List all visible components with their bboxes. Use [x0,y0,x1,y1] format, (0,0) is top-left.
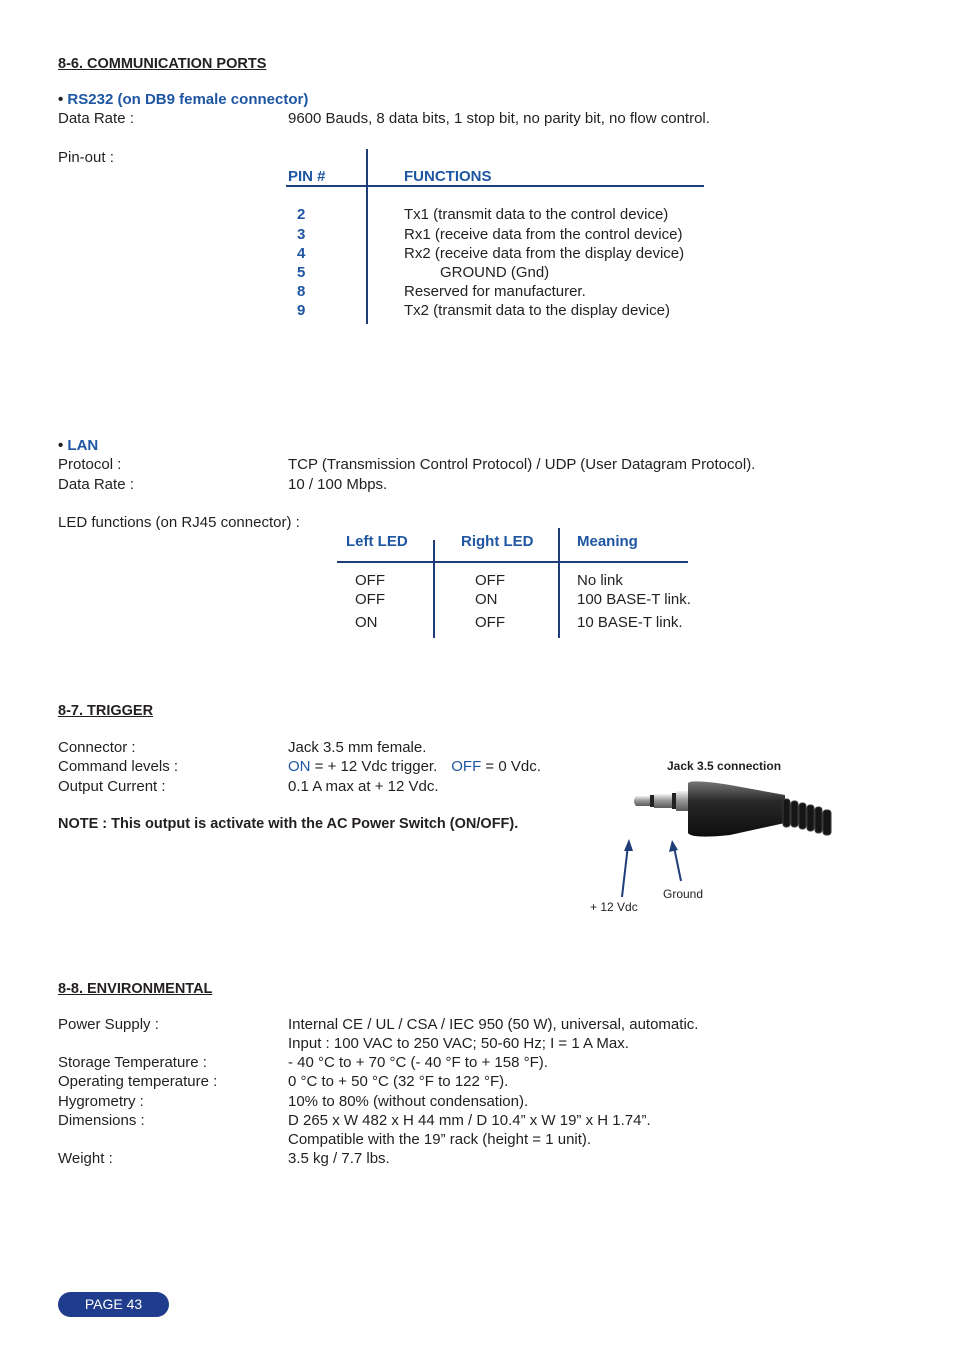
led-cell: ON [355,614,378,631]
section-heading-environmental: 8-8. ENVIRONMENTAL [58,981,213,997]
led-cell: OFF [475,614,505,631]
pin-number: 2 [297,206,306,223]
jack-connector-illustration [580,775,840,920]
lan-data-rate-value: 10 / 100 Mbps. [288,476,388,493]
pin-number: 8 [297,283,306,300]
env-label: Operating temperature : [58,1073,218,1090]
pin-function: Rx1 (receive data from the control device) [404,226,683,243]
bullet: • [58,437,68,454]
plus-12vdc-label: + 12 Vdc [590,900,638,914]
env-label: Weight : [58,1150,113,1167]
led-table-header-rule [337,561,688,563]
env-value: 3.5 kg / 7.7 lbs. [288,1150,390,1167]
led-cell: ON [475,591,498,608]
led-table-divider-1 [433,540,435,638]
env-label: Hygrometry : [58,1093,144,1110]
page-number-badge: PAGE 43 [58,1292,169,1317]
pin-number: 4 [297,245,306,262]
env-label: Dimensions : [58,1112,145,1129]
led-cell: 100 BASE-T link. [577,591,691,608]
pin-number: 3 [297,226,306,243]
led-header-right: Right LED [461,533,534,550]
connector-value: Jack 3.5 mm female. [288,739,427,756]
protocol-value: TCP (Transmission Control Protocol) / UDP (User Datagram Protocol). [288,456,756,473]
pin-function: GROUND (Gnd) [440,264,550,281]
off-level: OFF [451,758,482,775]
led-cell: No link [577,572,623,589]
ground-label: Ground [663,887,704,901]
functions-header: FUNCTIONS [404,168,492,185]
led-table-divider-2 [558,528,560,638]
env-value: Internal CE / UL / CSA / IEC 950 (50 W), universal, automatic. [288,1016,699,1033]
led-functions-label: LED functions (on RJ45 connector) : [58,514,300,531]
pin-table-header-rule [286,185,704,187]
led-cell: OFF [355,572,385,589]
command-levels-value [288,757,541,776]
section-heading-communication: 8-6. COMMUNICATION PORTS [58,56,267,72]
pin-function: Tx2 (transmit data to the display device) [404,302,670,319]
env-value: Compatible with the 19” rack (height = 1 unit). [288,1131,592,1148]
env-label: Storage Temperature : [58,1054,207,1071]
env-value: - 40 °C to + 70 °C (- 40 °F to + 158 °F). [288,1054,548,1071]
pin-table-divider [366,149,368,324]
lan-title-text: LAN [67,437,99,454]
command-levels-label: Command levels : [58,758,179,775]
trigger-note: NOTE : This output is activate with the AC Power Switch (ON/OFF). [58,816,519,832]
rs232-data-rate-label: Data Rate : [58,110,134,127]
on-level: ON [288,758,311,775]
env-value: 0 °C to + 50 °C (32 °F to 122 °F). [288,1073,509,1090]
env-value: Input : 100 VAC to 250 VAC; 50-60 Hz; I = 1 A Max. [288,1035,629,1052]
env-label: Power Supply : [58,1016,159,1033]
led-cell: OFF [475,572,505,589]
connector-label: Connector : [58,739,136,756]
lan-data-rate-label: Data Rate : [58,476,134,493]
on-level-text: = + 12 Vdc trigger. [310,758,438,775]
pinout-label: Pin-out : [58,149,114,166]
env-value: 10% to 80% (without condensation). [288,1093,529,1110]
off-level-text: = 0 Vdc. [481,758,541,775]
jack-figure-title: Jack 3.5 connection [667,759,782,773]
rs232-data-rate-value: 9600 Bauds, 8 data bits, 1 stop bit, no parity bit, no flow control. [288,110,710,127]
led-cell: OFF [355,591,385,608]
bullet: • [58,91,68,108]
pin-function: Rx2 (receive data from the display device) [404,245,685,262]
rs232-title-text: RS232 (on DB9 female connector) [67,91,309,108]
pin-number: 5 [297,264,306,281]
output-current-value: 0.1 A max at + 12 Vdc. [288,778,439,795]
pin-function: Tx1 (transmit data to the control device) [404,206,669,223]
section-heading-trigger: 8-7. TRIGGER [58,703,154,719]
lan-title [58,436,98,455]
pin-header: PIN # [288,168,326,185]
led-header-left: Left LED [346,533,408,550]
led-header-meaning: Meaning [577,533,638,550]
rs232-title [58,90,308,109]
pin-function: Reserved for manufacturer. [404,283,586,300]
output-current-label: Output Current : [58,778,166,795]
env-value: D 265 x W 482 x H 44 mm / D 10.4” x W 19” x H 1.74”. [288,1112,651,1129]
led-cell: 10 BASE-T link. [577,614,683,631]
protocol-label: Protocol : [58,456,122,473]
pin-number: 9 [297,302,306,319]
